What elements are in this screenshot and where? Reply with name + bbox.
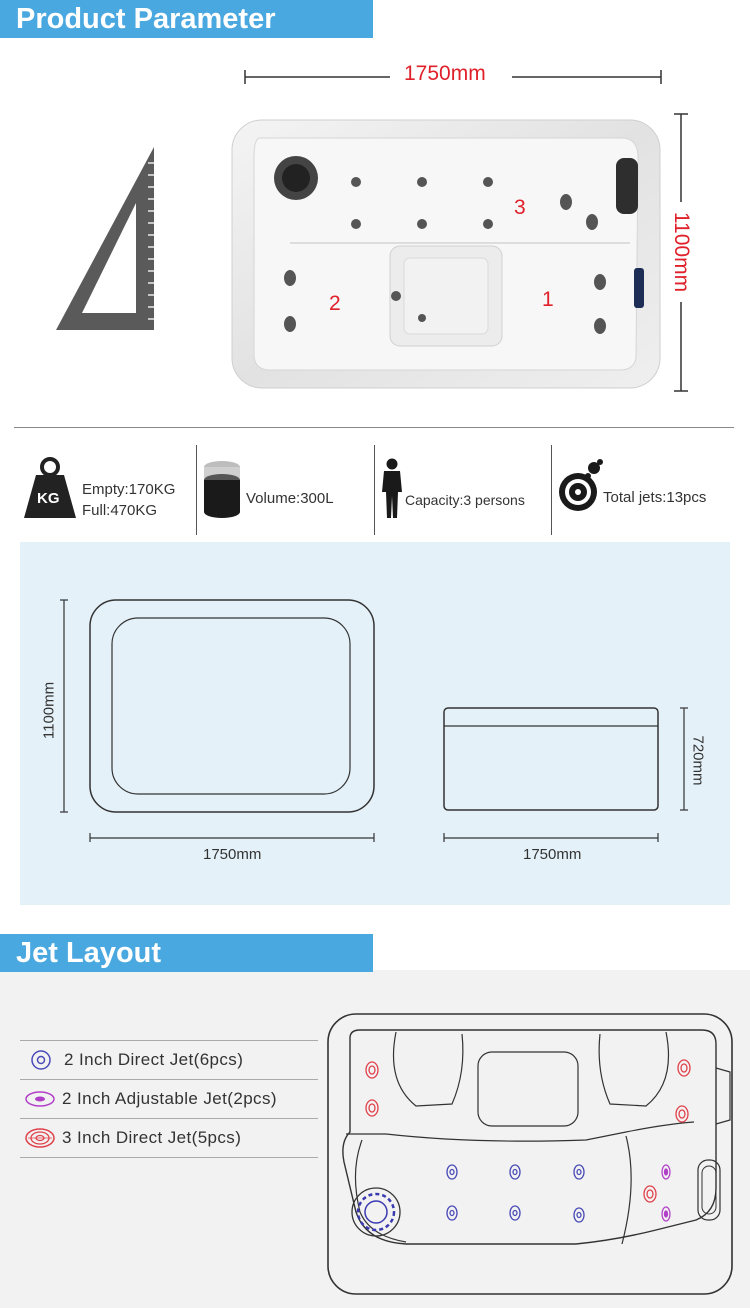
- jet-layout-banner: Jet Layout: [0, 934, 373, 972]
- side-view-height-label: 720mm: [689, 735, 707, 786]
- legend-label: 2 Inch Adjustable Jet(2pcs): [62, 1089, 277, 1108]
- full-weight: Full:470KG: [82, 502, 158, 519]
- top-view-height-label: 1100mm: [40, 681, 58, 740]
- legend-item: [20, 1041, 318, 1080]
- set-square-icon: [52, 143, 162, 333]
- spec-separator: [196, 445, 197, 535]
- spec-separator: [374, 445, 375, 535]
- capacity: Capacity:3 persons: [405, 492, 525, 508]
- volume-icon: [202, 460, 242, 520]
- total-jets: Total jets:13pcs: [603, 489, 707, 506]
- weight-icon: [22, 455, 78, 520]
- width-label: 1750mm: [404, 62, 486, 85]
- top-view-drawing: [20, 542, 730, 905]
- spec-separator: [551, 445, 552, 535]
- direct-jet-2in-icon: [30, 1049, 52, 1071]
- legend-item: [20, 1119, 318, 1158]
- legend-item: [20, 1080, 318, 1119]
- legend-label: 3 Inch Direct Jet(5pcs): [62, 1128, 242, 1147]
- product-parameter-banner: Product Parameter: [0, 0, 373, 38]
- seat-number-1: 1: [542, 288, 554, 311]
- hot-tub-top-view: [230, 118, 662, 390]
- direct-jet-3in-icon: [24, 1127, 56, 1149]
- legend-label: 2 Inch Direct Jet(6pcs): [64, 1050, 244, 1069]
- seat-number-3: 3: [514, 196, 526, 219]
- empty-weight: Empty:170KG: [82, 481, 176, 498]
- jets-icon: [558, 458, 606, 520]
- person-icon: [380, 458, 404, 520]
- height-label: 1100mm: [670, 211, 693, 293]
- section-divider: [14, 427, 734, 428]
- top-view-width-label: 1750mm: [203, 846, 262, 863]
- jet-layout-diagram: [326, 1012, 736, 1296]
- volume: Volume:300L: [246, 490, 334, 507]
- side-view-width-label: 1750mm: [523, 846, 582, 863]
- seat-number-2: 2: [329, 292, 341, 315]
- weight-icon-text: KG: [37, 490, 60, 507]
- adjustable-jet-icon: [24, 1088, 56, 1110]
